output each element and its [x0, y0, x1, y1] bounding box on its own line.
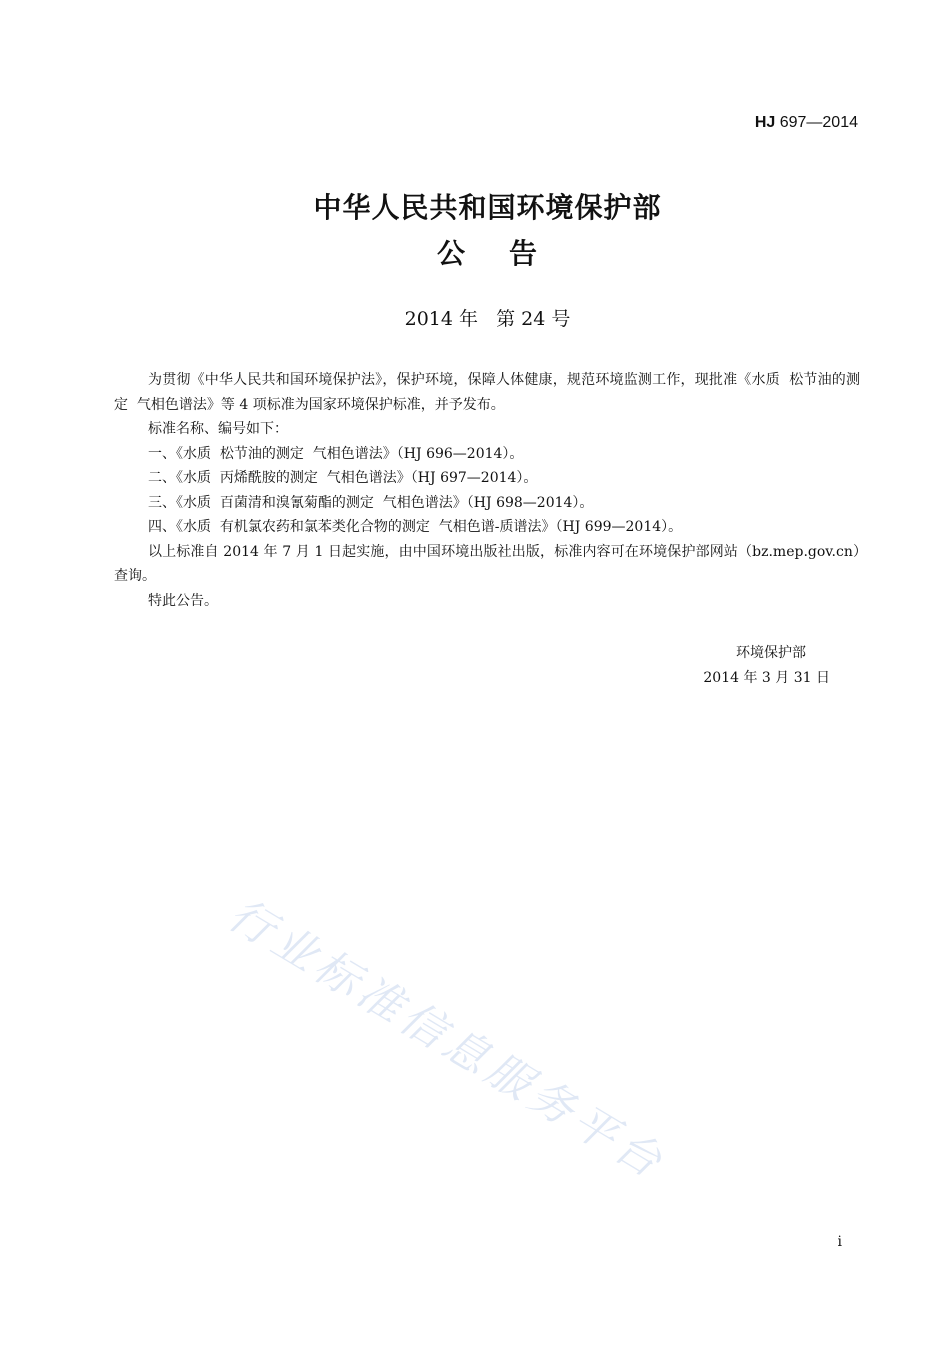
signature-org: 环境保护部 [736, 645, 806, 661]
page-subtitle: 公 告 [437, 237, 538, 270]
paragraph-closing: 特此公告。 [148, 592, 218, 609]
list-item: 三、《水质 百菌清和溴氰菊酯的测定 气相色谱法》（HJ 698—2014）。 [148, 494, 594, 511]
issue-number: 2014 年 第 24 号 [404, 308, 571, 330]
standard-number: 697—2014 [775, 114, 858, 131]
paragraph-list-heading: 标准名称、编号如下： [148, 421, 288, 437]
standard-code [755, 114, 858, 132]
signature-block [630, 641, 830, 690]
standard-prefix: HJ [754, 114, 776, 131]
signature-date: 2014 年 3 月 31 日 [703, 669, 830, 686]
paragraph-intro: 为贯彻《中华人民共和国环境保护法》，保护环境，保障人体健康，规范环境监测工作，现批准《水质 松节油的测定 气相色谱法》等 4 项标准为国家环境保护标准，并予发布。 [114, 372, 860, 413]
list-item: 四、《水质 有机氯农药和氯苯类化合物的测定 气相色谱-质谱法》（HJ 699—2014）。 [148, 519, 683, 535]
page-number: i [837, 1234, 842, 1250]
page-title: 中华人民共和国环境保护部 [313, 191, 662, 224]
announcement-body [114, 368, 860, 613]
list-item: 一、《水质 松节油的测定 气相色谱法》（HJ 696—2014）。 [148, 445, 524, 462]
watermark: 行业标准信息服务平台 [219, 888, 675, 1191]
paragraph-implementation: 以上标准自 2014 年 7 月 1 日起实施，由中国环境出版社出版，标准内容可在环境保护部网站（bz.mep.gov.cn）查询。 [114, 543, 860, 584]
list-item: 二、《水质 丙烯酰胺的测定 气相色谱法》（HJ 697—2014）。 [148, 470, 538, 486]
